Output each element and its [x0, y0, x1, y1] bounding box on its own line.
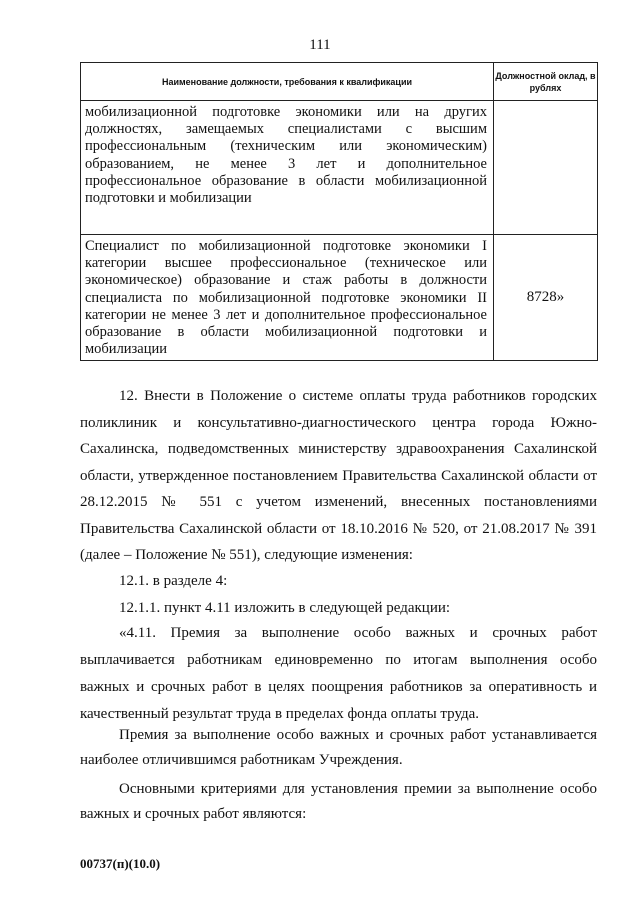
qualification-text: мобилизационной подготовке экономики или на других должностях, замещаемых специалистами с высшим профессиональным (техническим или экономическим) образованием, не менее 3 лет и дополнительное профессиональное образование в области мобилизационной подготовки и мобилизации: [85, 104, 487, 207]
table-row: [81, 235, 598, 361]
table-header-row: [81, 63, 598, 101]
paragraph-text: Премия за выполнение особо важных и срочных работ устанавливается наиболее отличившимся работникам Учреждения.: [80, 727, 597, 768]
qualification-cell: [81, 101, 494, 235]
paragraph-text: 12.1.1. пункт 4.11 изложить в следующей редакции:: [119, 600, 451, 616]
qualification-salary-table: [80, 62, 598, 361]
paragraph-criteria: [80, 777, 597, 827]
paragraph-4-11: [80, 620, 597, 728]
paragraph-12-1: [80, 568, 597, 594]
paragraph-text: 12.1. в разделе 4:: [119, 573, 228, 589]
salary-cell: 8728»: [494, 235, 598, 361]
paragraph-premium: [80, 723, 597, 773]
table-row: [81, 101, 598, 235]
salary-cell: [494, 101, 598, 235]
page-number: 111: [309, 37, 331, 53]
header-qualification: Наименование должности, требования к квалификации: [81, 63, 494, 101]
document-code: 00737(п)(10.0): [80, 856, 161, 871]
paragraph-text: Основными критериями для установления премии за выполнение особо важных и срочных работ являются:: [80, 781, 597, 822]
qualification-text: Специалист по мобилизационной подготовке экономики I категории высшее профессиональное (техническое или экономическое) образование и стаж работы в должности специалиста по мобилизационной подготовке экономики II категории не менее 3 лет и дополнительное профессиональное образование в области мобилизационной подготовки и мобилизации: [85, 238, 487, 358]
paragraph-text: 12. Внести в Положение о системе оплаты труда работников городских поликлиник и консультативно-диагностического центра города Южно-Сахалинска, подведомственных министерству здравоохранения Сахалинской области, утвержденное постановлением Правительства Сахалинской области от 28.12.2015 № 551 с учетом изменений, внесенных постановлениями Правительства Сахалинской области от 18.10.2016 № 520, от 21.08.2017 № 391 (далее – Положение № 551), следующие изменения:: [80, 388, 597, 563]
header-salary: Должностной оклад, в рублях: [494, 63, 598, 101]
paragraph-12-1-1: [80, 595, 597, 621]
paragraph-text: «4.11. Премия за выполнение особо важных и срочных работ выплачивается работникам единовременно по итогам выполнения особо важных и срочных работ в целях поощрения работников за оперативность и качественный результат труда в пределах фонда оплаты труда.: [80, 625, 597, 722]
paragraph-12: [80, 383, 597, 569]
qualification-cell: [81, 235, 494, 361]
